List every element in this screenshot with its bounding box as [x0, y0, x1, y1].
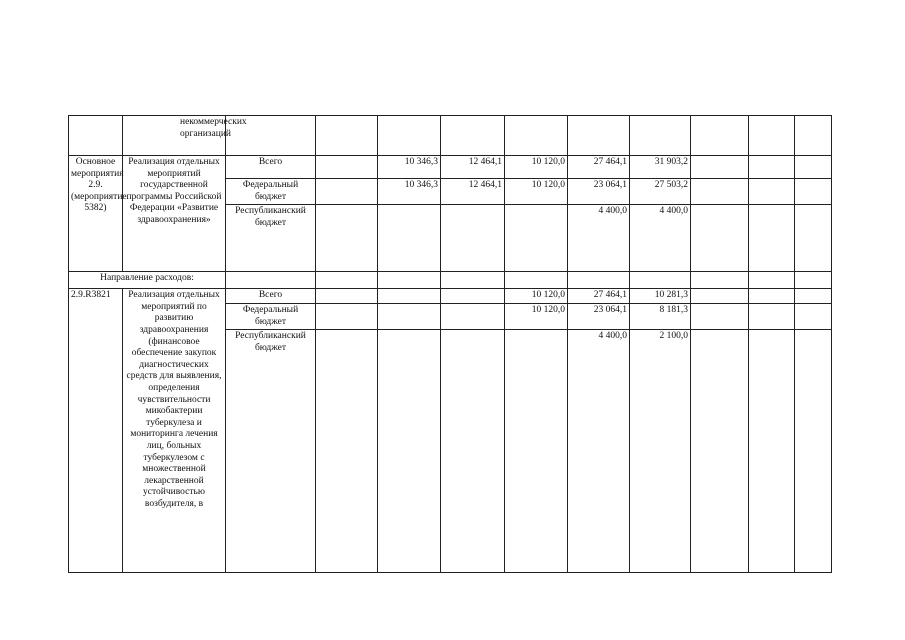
value-cell: 12 464,1	[441, 179, 505, 205]
value-cell	[795, 330, 832, 573]
value-cell: 23 064,1	[568, 179, 630, 205]
value-cell: 27 464,1	[568, 156, 630, 179]
value-cell	[441, 289, 505, 304]
funding-source: Республиканский бюджет	[226, 205, 316, 272]
table-cell	[749, 272, 795, 289]
value-cell: 27 503,2	[630, 179, 691, 205]
direction-label: Направление расходов:	[69, 272, 226, 289]
value-cell: 23 064,1	[568, 304, 630, 330]
value-cell	[316, 156, 378, 179]
table-row	[69, 116, 832, 156]
table-row	[69, 289, 832, 304]
value-cell	[378, 205, 441, 272]
value-cell	[691, 289, 749, 304]
measure-name: Реализация отдельных мероприятий государственной программы Российской Федерации «Развитие здравоохранения»	[123, 156, 226, 272]
value-cell: 10 281,3	[630, 289, 691, 304]
value-cell	[749, 304, 795, 330]
value-cell: 31 903,2	[630, 156, 691, 179]
table-cell	[378, 116, 441, 156]
value-cell	[795, 179, 832, 205]
value-cell: 8 181,3	[630, 304, 691, 330]
funding-source: Республиканский бюджет	[226, 330, 316, 573]
value-cell	[441, 330, 505, 573]
value-cell	[441, 205, 505, 272]
table-cell	[505, 272, 568, 289]
measure-code: 2.9.R3821	[69, 289, 123, 573]
value-cell	[505, 330, 568, 573]
table-cell	[441, 272, 505, 289]
table-cell	[630, 272, 691, 289]
value-cell: 10 120,0	[505, 289, 568, 304]
table-cell	[691, 272, 749, 289]
value-cell: 2 100,0	[630, 330, 691, 573]
table-cell	[795, 272, 832, 289]
value-cell	[691, 304, 749, 330]
continuation-text: некоммерческих организаций	[123, 116, 226, 156]
value-cell	[316, 179, 378, 205]
value-cell	[749, 330, 795, 573]
table-cell	[505, 116, 568, 156]
value-cell	[316, 330, 378, 573]
table-cell	[316, 272, 378, 289]
value-cell	[691, 205, 749, 272]
funding-source: Всего	[226, 156, 316, 179]
value-cell	[691, 179, 749, 205]
table-cell	[568, 272, 630, 289]
value-cell	[749, 289, 795, 304]
table-cell	[630, 116, 691, 156]
value-cell: 27 464,1	[568, 289, 630, 304]
value-cell: 4 400,0	[568, 330, 630, 573]
value-cell	[795, 156, 832, 179]
value-cell: 12 464,1	[441, 156, 505, 179]
value-cell	[316, 289, 378, 304]
funding-source: Федеральный бюджет	[226, 304, 316, 330]
value-cell	[795, 205, 832, 272]
table-cell	[69, 116, 123, 156]
table-cell	[378, 272, 441, 289]
value-cell	[378, 289, 441, 304]
budget-table	[68, 115, 832, 573]
table-cell	[226, 272, 316, 289]
table-cell	[316, 116, 378, 156]
table-cell	[795, 116, 832, 156]
value-cell	[316, 304, 378, 330]
value-cell	[378, 330, 441, 573]
measure-code: Основное мероприятия 2.9. (мероприятие 5382)	[69, 156, 123, 272]
table-cell	[749, 116, 795, 156]
measure-name: Реализация отдельных мероприятий по развитию здравоохранения (финансовое обеспечение закупок диагностических средств для выявления, определения чувствительности микобактерии туберкулеза и мониторинга лечения лиц, больных туберкулезом с множественной лекарственной устойчивостью возбудителя, в	[123, 289, 226, 573]
value-cell: 10 120,0	[505, 179, 568, 205]
value-cell	[316, 205, 378, 272]
value-cell: 4 400,0	[630, 205, 691, 272]
value-cell	[795, 289, 832, 304]
value-cell: 10 120,0	[505, 304, 568, 330]
table-cell	[691, 116, 749, 156]
value-cell	[749, 205, 795, 272]
value-cell	[795, 304, 832, 330]
value-cell	[749, 179, 795, 205]
funding-source: Всего	[226, 289, 316, 304]
value-cell: 4 400,0	[568, 205, 630, 272]
value-cell	[378, 304, 441, 330]
value-cell: 10 346,3	[378, 179, 441, 205]
value-cell	[441, 304, 505, 330]
value-cell: 10 120,0	[505, 156, 568, 179]
value-cell	[749, 156, 795, 179]
value-cell	[691, 156, 749, 179]
table-row	[69, 272, 832, 289]
table-cell	[441, 116, 505, 156]
funding-source: Федеральный бюджет	[226, 179, 316, 205]
table-cell	[568, 116, 630, 156]
value-cell	[691, 330, 749, 573]
value-cell	[505, 205, 568, 272]
table-row	[69, 156, 832, 179]
value-cell: 10 346,3	[378, 156, 441, 179]
